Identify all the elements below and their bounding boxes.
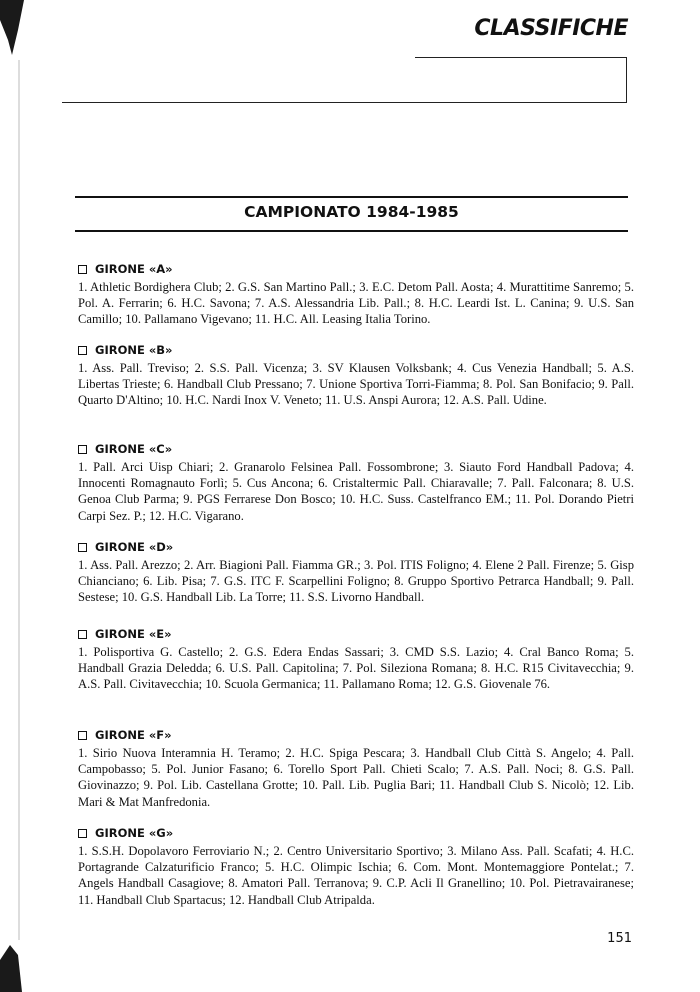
binding-edge-shadow (0, 0, 28, 992)
girone-a-label: GIRONE «A» (95, 262, 173, 276)
girone-g-standings: 1. S.S.H. Dopolavoro Ferroviario N.; 2. Centro Universitario Sportivo; 3. Milano Ass. Pall. Scafati; 4. H.C. Portagrande Calzaturificio Franco; 5. H.C. Olimpic Ischia; 6. Com. Mont. Montemaggiore Pontelat.; 7. Angels Handball Casagiove; 8. Amatori Pall. Terranova; 9. C.P. Acli Il Granellino; 10. Pol. Pietravairanese; 11. Handball Club Spartacus; 12. Handball Club Atripalda. (78, 844, 634, 907)
section-title-rule-top (75, 196, 628, 198)
girone-g-heading (78, 826, 634, 840)
girone-d-label: GIRONE «D» (95, 540, 174, 554)
girone-f-label: GIRONE «F» (95, 728, 172, 742)
girone-e-heading (78, 627, 634, 641)
girone-e-label: GIRONE «E» (95, 627, 172, 641)
page-number: 151 (607, 931, 632, 946)
checkbox-square-icon (78, 346, 87, 355)
girone-d-heading (78, 540, 634, 554)
girone-c-standings: 1. Pall. Arci Uisp Chiari; 2. Granarolo Felsinea Pall. Fossombrone; 3. Siauto Ford Handball Padova; 4. Innocenti Romagnauto Forlì; 5. Cus Ancona; 6. Cristaltermic Pall. Chiaravalle; 7. Pall. Falconara; 8. U.S. Genoa Club Parma; 9. PGS Ferrarese Don Bosco; 10. H.C. Suss. Castelfranco EM.; 11. Pol. Dorando Pietri Carpi Sez. P.; 12. H.C. Vigarano. (78, 460, 634, 523)
girone-d (78, 540, 634, 606)
girone-g (78, 826, 634, 908)
header-rule-box-top (415, 57, 627, 58)
header-rule-box-right (626, 57, 627, 103)
checkbox-square-icon (78, 265, 87, 274)
checkbox-square-icon (78, 543, 87, 552)
girone-a (78, 262, 634, 328)
girone-f (78, 728, 634, 810)
checkbox-square-icon (78, 829, 87, 838)
girone-e-standings: 1. Polisportiva G. Castello; 2. G.S. Edera Endas Sassari; 3. CMD S.S. Lazio; 4. Cral Banco Roma; 5. Handball Grazia Deledda; 6. U.S. Pall. Capitolina; 7. Pol. Sileziona Romana; 8. H.C. R15 Civitavecchia; 9. A.S. Pall. Civitavecchia; 10. Scuola Germanica; 11. Pallamano Roma; 12. G.S. Giovenale 76. (78, 645, 634, 692)
checkbox-square-icon (78, 731, 87, 740)
girone-e (78, 627, 634, 693)
girone-b (78, 343, 634, 409)
girone-c (78, 442, 634, 524)
girone-a-standings: 1. Athletic Bordighera Club; 2. G.S. San Martino Pall.; 3. E.C. Detom Pall. Aosta; 4. Murattitime Sanremo; 5. Pol. A. Ferrarin; 6. H.C. Savona; 7. A.S. Alessandria Lib. Pall.; 8. H.C. Leardi Ist. L. Canina; 9. U.S. San Camillo; 10. Pallamano Vigevano; 11. H.C. All. Leasing Italia Torino. (78, 280, 634, 327)
girone-b-heading (78, 343, 634, 357)
girone-b-label: GIRONE «B» (95, 343, 173, 357)
section-title: CAMPIONATO 1984-1985 (244, 203, 459, 221)
checkbox-square-icon (78, 445, 87, 454)
header-title: CLASSIFICHE (474, 16, 628, 41)
girone-b-standings: 1. Ass. Pall. Treviso; 2. S.S. Pall. Vicenza; 3. SV Klausen Volksbank; 4. Cus Venezia Handball; 5. A.S. Libertas Trieste; 6. Handball Club Pressano; 7. Unione Sportiva Torri-Fiamma; 8. Pol. San Bonifacio; 9. Pall. Quarto D'Altino; 10. H.C. Nardi Inox V. Veneto; 11. U.S. Anspi Aurora; 12. A.S. Pall. Udine. (78, 361, 634, 408)
checkbox-square-icon (78, 630, 87, 639)
girone-c-heading (78, 442, 634, 456)
girone-g-label: GIRONE «G» (95, 826, 174, 840)
header-rule (62, 102, 627, 103)
girone-c-label: GIRONE «C» (95, 442, 173, 456)
girone-a-heading (78, 262, 634, 276)
girone-d-standings: 1. Ass. Pall. Arezzo; 2. Arr. Biagioni Pall. Fiamma GR.; 3. Pol. ITIS Foligno; 4. Elene 2 Pall. Firenze; 5. Gisp Chianciano; 6. Lib. Pisa; 7. G.S. ITC F. Scarpellini Foligno; 8. Gruppo Sportivo Petrarca Handball; 9. Pall. Sestese; 10. G.S. Handball Lib. La Torre; 11. S.S. Livorno Handball. (78, 558, 634, 605)
section-title-rule-bottom (75, 230, 628, 232)
girone-f-heading (78, 728, 634, 742)
girone-f-standings: 1. Sirio Nuova Interamnia H. Teramo; 2. H.C. Spiga Pescara; 3. Handball Club Città S. Angelo; 4. Pall. Campobasso; 5. Pol. Junior Fasano; 6. Torello Sport Pall. Chieti Scalo; 7. A.S. Pall. Noci; 8. G.S. Pall. Giovinazzo; 9. Pol. Lib. Castellana Grotte; 10. Pall. Lib. Puglia Bari; 11. Handball Club S. Nicolò; 12. Lib. Mari & Mat Manfredonia. (78, 746, 634, 809)
